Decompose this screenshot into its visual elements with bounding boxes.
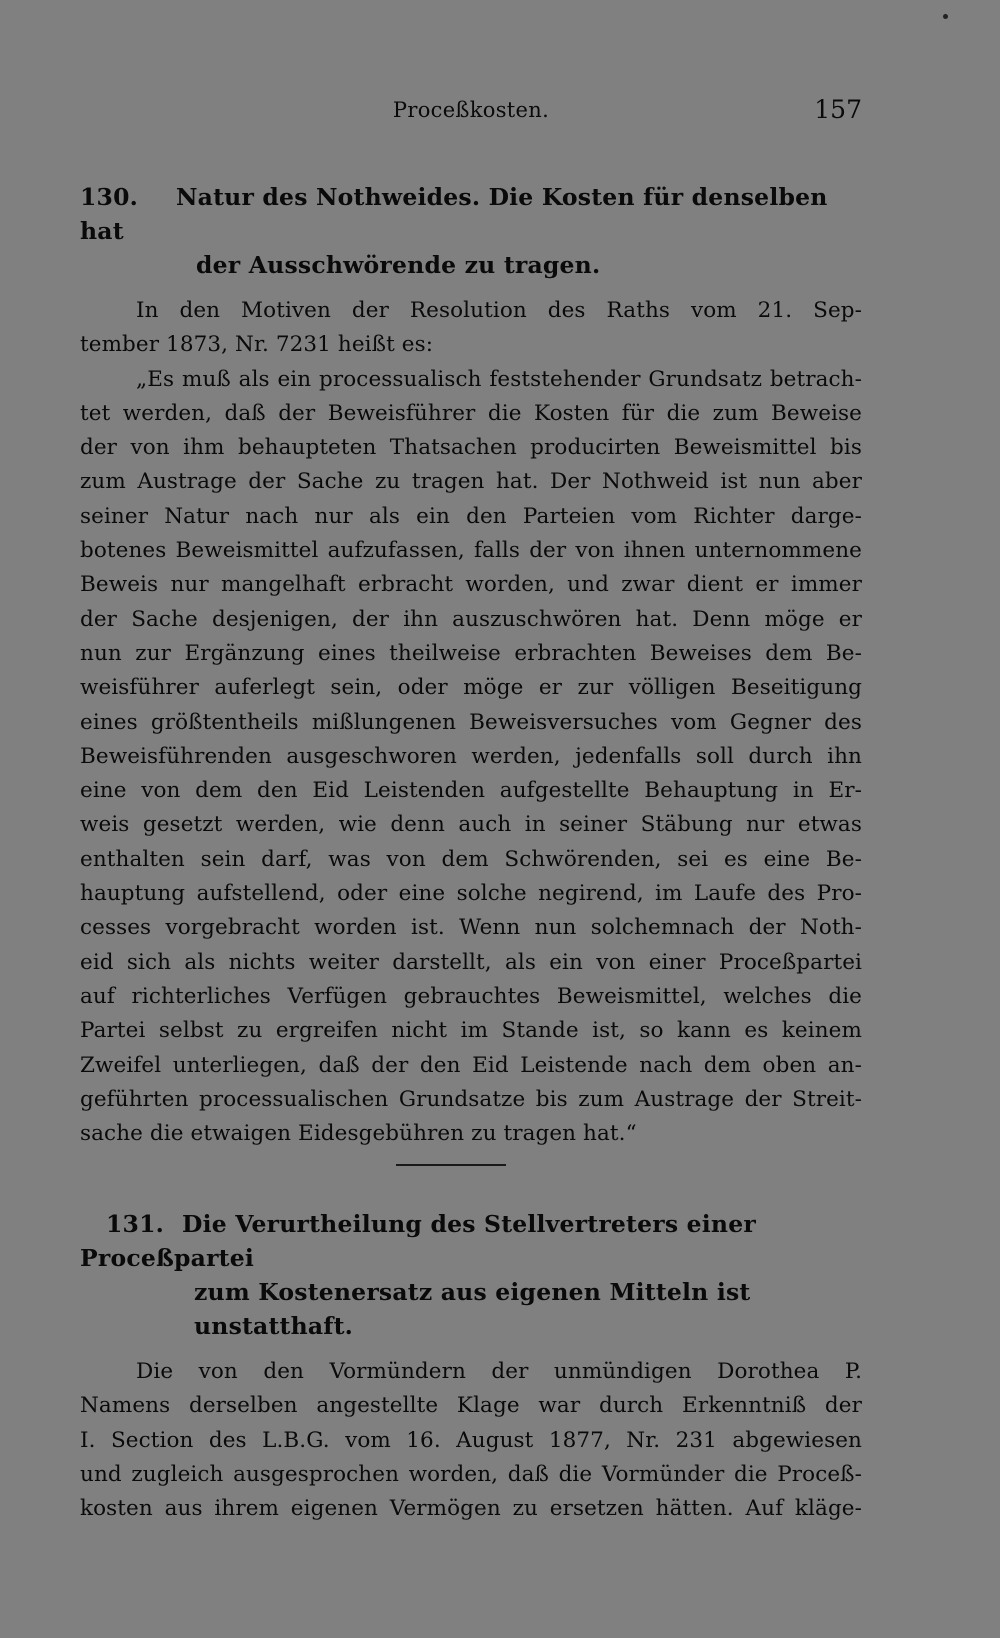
body-line: geführten processualischen Grundsatze bis zum Austrage der Streit- <box>80 1086 862 1112</box>
body-line: „Es muß als ein processualisch feststehender Grundsatz betrach- <box>136 366 862 392</box>
body-line: zum Austrage der Sache zu tragen hat. Der Nothweid ist nun aber <box>80 469 862 495</box>
scan-speck <box>943 14 948 19</box>
body-line: cesses vorgebracht worden ist. Wenn nun solchemnach der Noth- <box>80 915 862 941</box>
section-131 <box>80 1207 862 1526</box>
body-line: Die von den Vormündern der unmündigen Dorothea P. <box>136 1359 862 1384</box>
section-divider <box>396 1164 506 1166</box>
body-line: eine von dem den Eid Leistenden aufgestellte Behauptung in Er- <box>80 778 862 804</box>
running-header <box>80 95 862 132</box>
body-line: nun zur Ergänzung eines theilweise erbrachten Beweises dem Be- <box>80 640 862 666</box>
body-line: Zweifel unterliegen, daß der den Eid Leistende nach dem oben an- <box>80 1052 862 1078</box>
section-131-number: 131. <box>106 1210 165 1238</box>
body-line: In den Motiven der Resolution des Raths vom 21. Sep- <box>136 298 862 323</box>
body-line: I. Section des L.B.G. vom 16. August 1877, Nr. 231 abgewiesen <box>80 1427 862 1453</box>
page-number: 157 <box>814 95 862 124</box>
body-line: weisführer auferlegt sein, oder möge er zur völligen Beseitigung <box>80 675 862 701</box>
section-131-heading <box>80 1207 862 1343</box>
body-line: botenes Beweismittel aufzufassen, falls der von ihnen unternommene <box>80 538 862 564</box>
section-130-heading-line-2: der Ausschwörende zu tragen. <box>196 251 601 279</box>
section-130-body <box>80 294 862 1151</box>
body-line: enthalten sein darf, was von dem Schwörenden, sei es eine Be- <box>80 846 862 872</box>
body-line: Beweis nur mangelhaft erbracht worden, und zwar dient er immer <box>80 572 862 598</box>
body-line: eines größtentheils mißlungenen Beweisversuches vom Gegner des <box>80 709 862 735</box>
body-line: weis gesetzt werden, wie denn auch in seiner Stäbung nur etwas <box>80 812 862 838</box>
body-line: der von ihm behaupteten Thatsachen producirten Beweismittel bis <box>80 435 862 461</box>
body-line: eid sich als nichts weiter darstellt, als ein von einer Proceßpartei <box>80 949 862 975</box>
section-130 <box>80 180 862 1151</box>
section-130-number: 130. <box>80 183 139 211</box>
body-line: Namens derselben angestellte Klage war durch Erkenntniß der <box>80 1393 862 1419</box>
body-line: auf richterliches Verfügen gebrauchtes Beweismittel, welches die <box>80 983 862 1009</box>
body-line: der Sache desjenigen, der ihn auszuschwören hat. Denn möge er <box>80 606 862 632</box>
section-131-heading-line-1: Die Verurtheilung des Stellvertreters einer Proceßpartei <box>80 1210 756 1272</box>
body-line: Partei selbst zu ergreifen nicht im Stande ist, so kann es keinem <box>80 1018 862 1044</box>
body-line: tember 1873, Nr. 7231 heißt es: <box>80 332 434 358</box>
section-130-heading <box>80 180 862 282</box>
body-line: kosten aus ihrem eigenen Vermögen zu ersetzen hätten. Auf kläge- <box>80 1496 862 1522</box>
body-line: und zugleich ausgesprochen worden, daß die Vormünder die Proceß- <box>80 1461 862 1487</box>
body-line: seiner Natur nach nur als ein den Parteien vom Richter darge- <box>80 503 862 529</box>
section-131-body <box>80 1355 862 1526</box>
body-line: sache die etwaigen Eidesgebühren zu tragen hat.“ <box>80 1121 637 1147</box>
section-130-heading-line-1: Natur des Nothweides. Die Kosten für denselben hat <box>80 183 828 245</box>
section-131-heading-line-2: zum Kostenersatz aus eigenen Mitteln ist unstatthaft. <box>194 1278 751 1340</box>
running-title: Proceßkosten. <box>392 98 550 122</box>
body-line: tet werden, daß der Beweisführer die Kosten für die zum Beweise <box>80 400 862 426</box>
body-line: hauptung aufstellend, oder eine solche negirend, im Laufe des Pro- <box>80 881 862 907</box>
body-line: Beweisführenden ausgeschworen werden, jedenfalls soll durch ihn <box>80 743 862 769</box>
